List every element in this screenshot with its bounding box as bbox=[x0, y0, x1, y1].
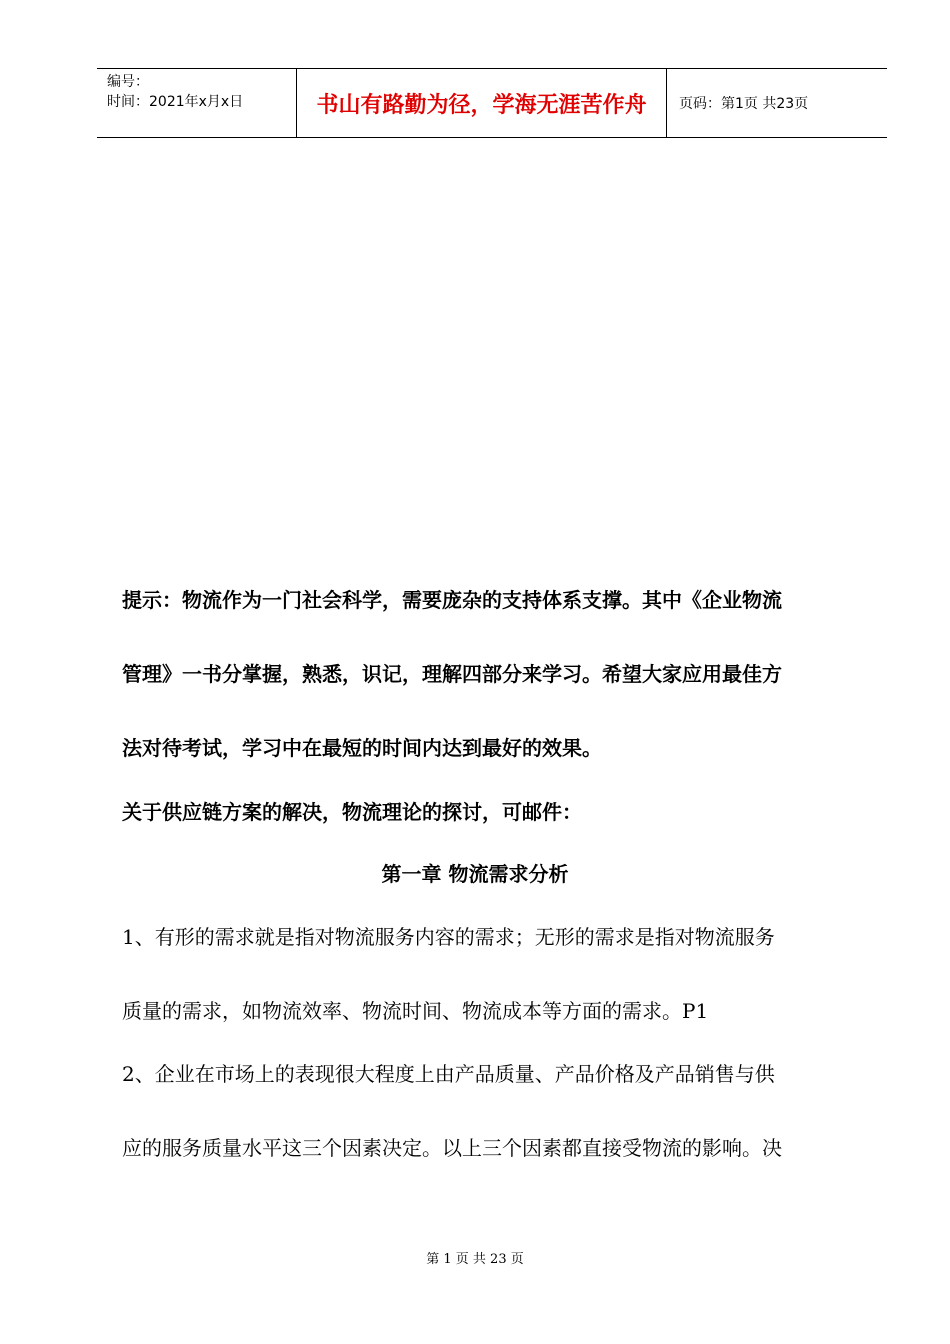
para2-line-1: 2、企业在市场上的表现很大程度上由产品质量、产品价格及产品销售与供 bbox=[122, 1062, 775, 1086]
para1-line-1: 1、有形的需求就是指对物流服务内容的需求；无形的需求是指对物流服务 bbox=[122, 925, 775, 949]
number-label: 编号： bbox=[107, 74, 149, 90]
chapter-title: 第一章 物流需求分析 bbox=[381, 862, 569, 886]
header-motto: 书山有路勤为径，学海无涯苦作舟 bbox=[297, 69, 667, 137]
page-footer: 第 1 页 共 23 页 bbox=[426, 1252, 524, 1267]
para2-line-2: 应的服务质量水平这三个因素决定。以上三个因素都直接受物流的影响。决 bbox=[122, 1136, 782, 1160]
hint-line-2: 管理》一书分掌握，熟悉，识记，理解四部分来学习。希望大家应用最佳方 bbox=[122, 662, 782, 686]
contact-line: 关于供应链方案的解决，物流理论的探讨，可邮件： bbox=[122, 800, 582, 824]
header-meta bbox=[97, 69, 297, 137]
hint-line-3: 法对待考试，学习中在最短的时间内达到最好的效果。 bbox=[122, 736, 602, 760]
time-label: 时间：2021年x月x日 bbox=[107, 94, 244, 110]
header-page-info: 页码：第1页 共23页 bbox=[679, 96, 809, 112]
page-header bbox=[97, 68, 887, 138]
para1-line-2: 质量的需求，如物流效率、物流时间、物流成本等方面的需求。P1 bbox=[122, 999, 709, 1023]
hint-line-1: 提示：物流作为一门社会科学，需要庞杂的支持体系支撑。其中《企业物流 bbox=[122, 588, 782, 612]
